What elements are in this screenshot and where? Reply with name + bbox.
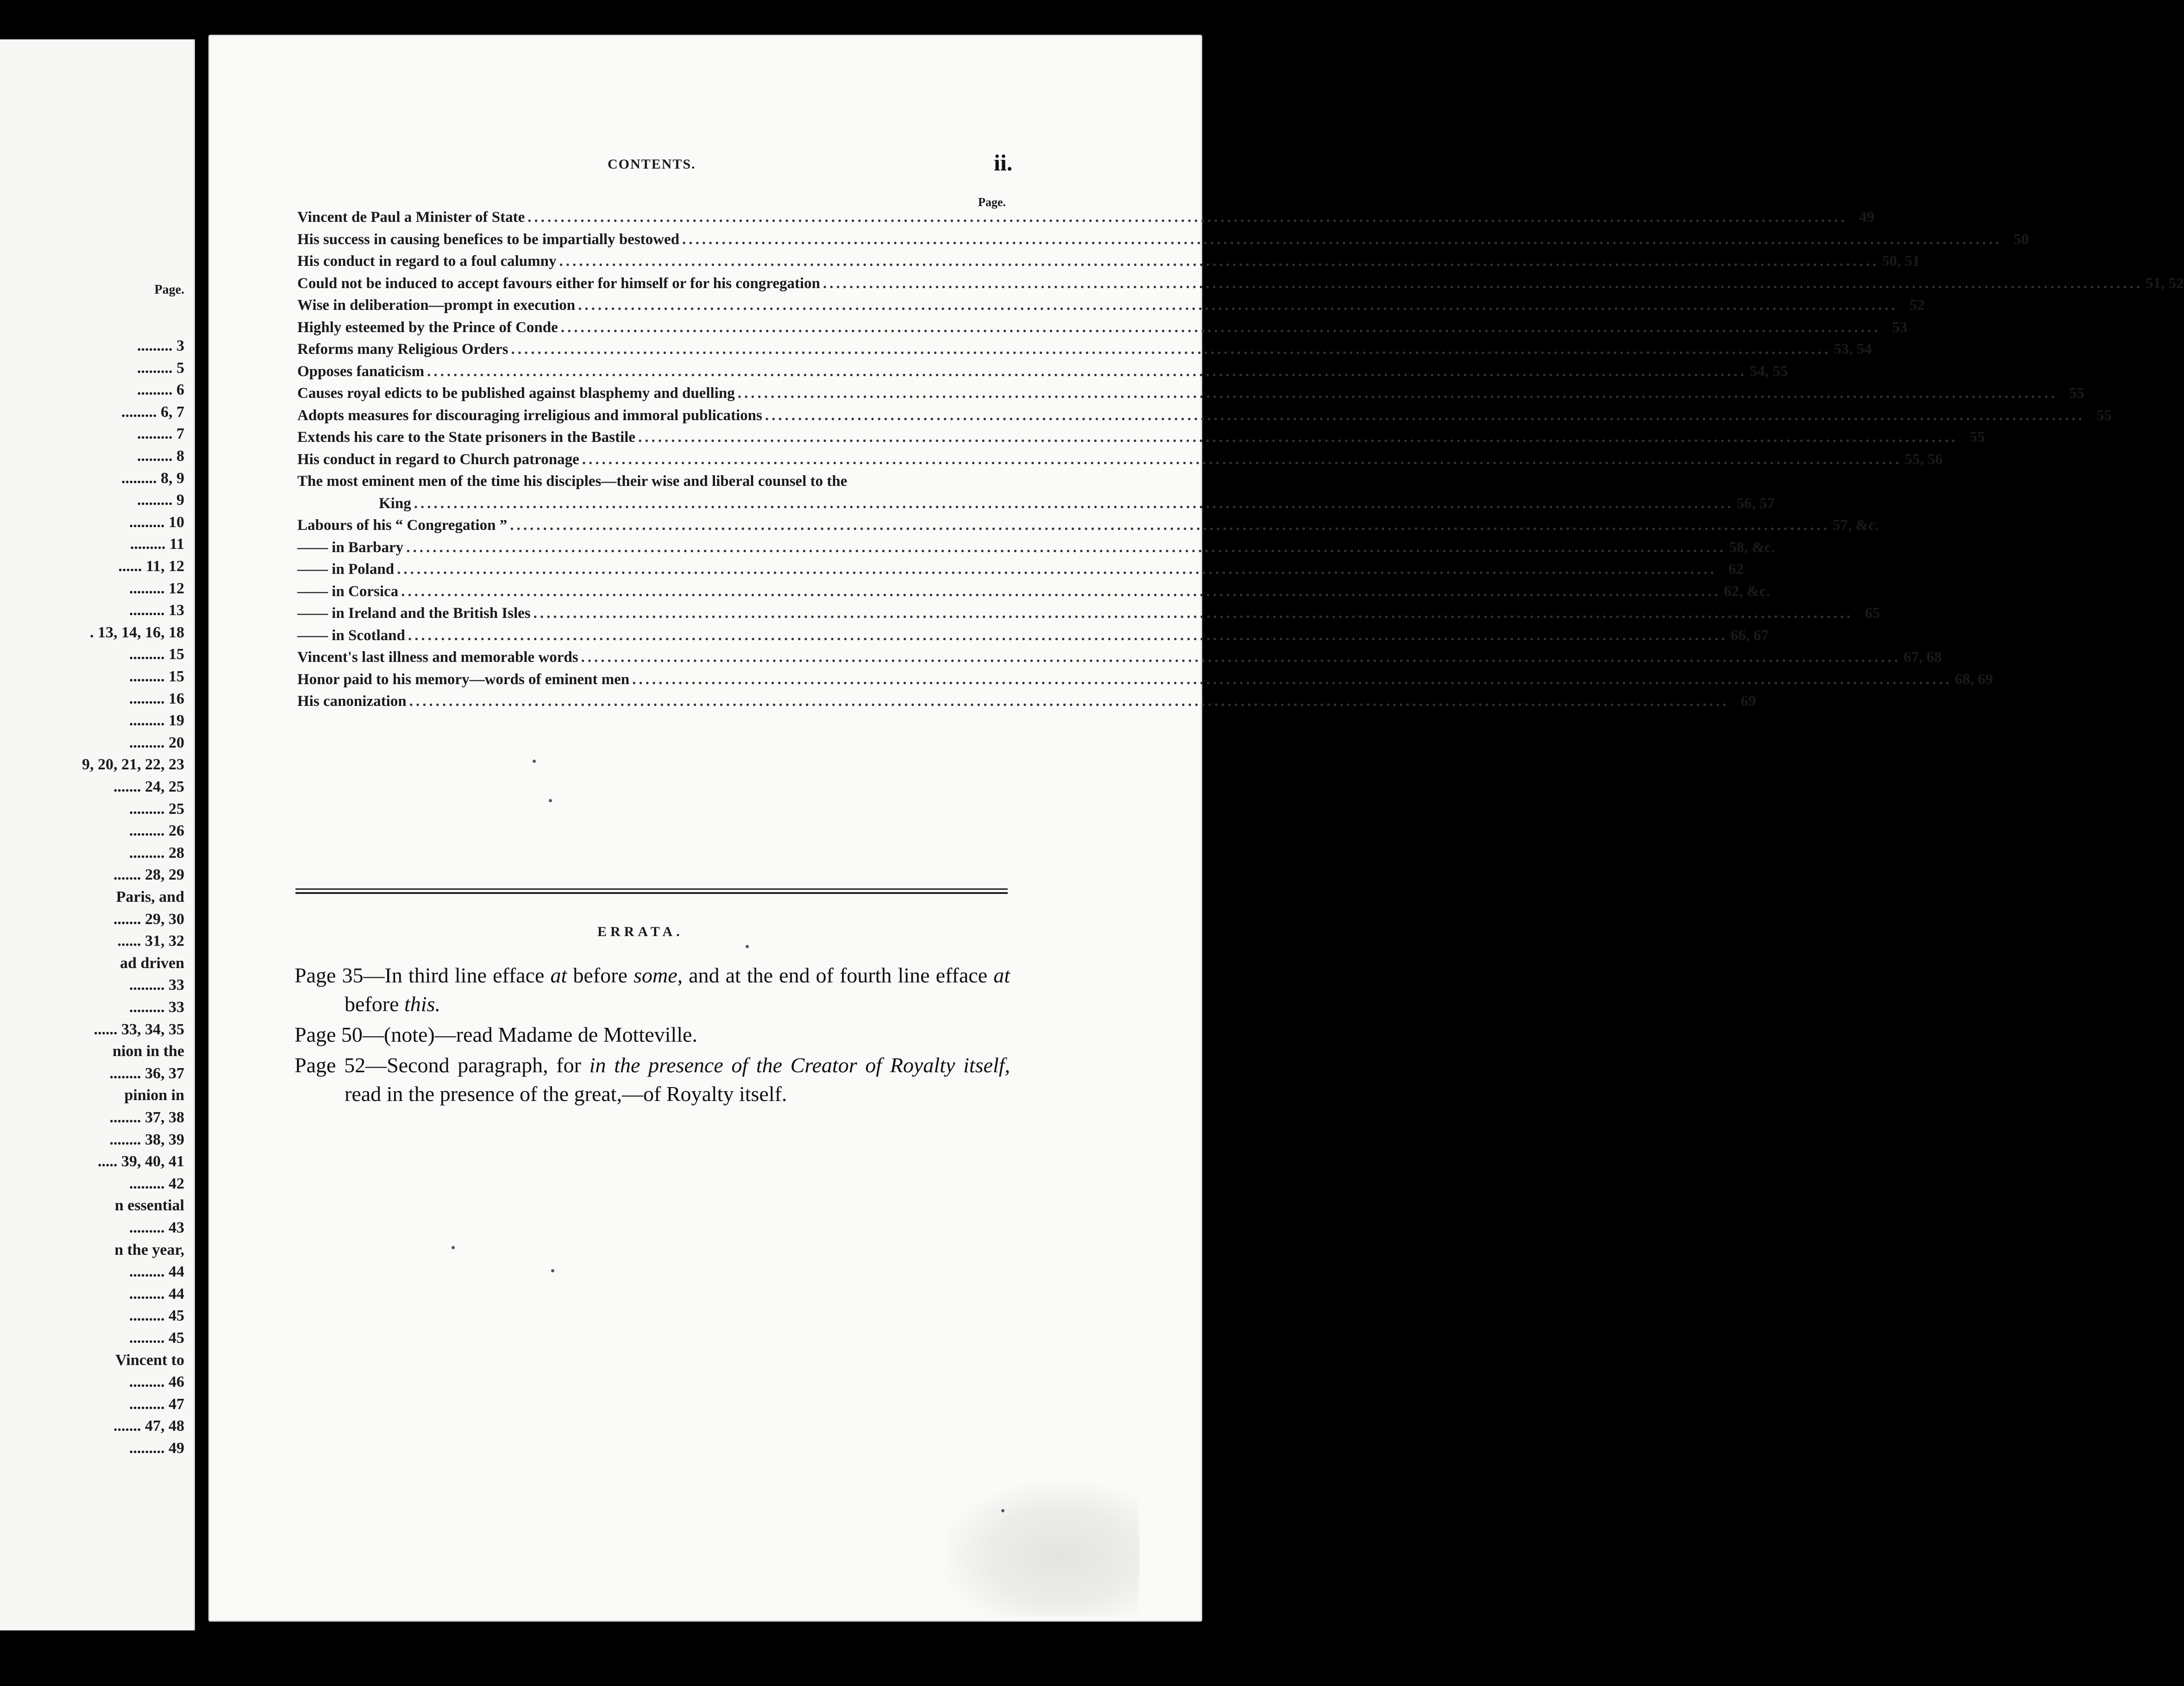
- paper-stain: [945, 1482, 1139, 1617]
- left-page-entry: ..... 39, 40, 41: [98, 1153, 184, 1170]
- left-page-entry: ....... 28, 29: [113, 866, 184, 884]
- toc-entry-page: 52: [1909, 297, 1925, 314]
- double-rule: [295, 888, 1008, 890]
- toc-leader-dots: ........................................................................................................................................................................................................: [638, 429, 1958, 446]
- left-page-entry: ........ 36, 37: [109, 1064, 184, 1082]
- toc-leader-dots: ........................................................................................................................................................................................................: [560, 319, 1881, 336]
- left-page-entry: ......... 45: [129, 1329, 184, 1346]
- toc-entry: [297, 581, 1770, 603]
- left-page-entry: ......... 7: [137, 425, 184, 443]
- erratum-page-50: [295, 1020, 1010, 1049]
- toc-entry-page: 50: [2013, 231, 2029, 248]
- left-page-entry: ......... 3: [137, 337, 184, 354]
- toc-entry-title: His canonization: [297, 693, 407, 710]
- toc-leader-dots: ........................................................................................................................................................................................................: [737, 385, 2058, 402]
- toc-leader-dots: ........................................................................................................................................................................................................: [408, 627, 1728, 644]
- left-page-entry: ......... 11: [130, 535, 184, 553]
- toc-entry-page: 68, 69: [1955, 671, 1993, 688]
- left-page-entry: Paris, and: [116, 888, 184, 906]
- toc-entry-title: Highly esteemed by the Prince of Conde: [297, 319, 558, 336]
- paper-speck: [1001, 1509, 1004, 1512]
- left-page-entry: ....... 24, 25: [113, 778, 184, 795]
- toc-entry: [297, 295, 1925, 317]
- left-page-entry: Vincent to: [115, 1351, 184, 1369]
- toc-entry: [297, 449, 1943, 471]
- toc-entry: [297, 317, 1908, 339]
- left-page-entry: ......... 12: [129, 579, 184, 597]
- toc-entry: [297, 427, 1985, 449]
- toc-entry-title: —— in Ireland and the British Isles: [297, 605, 531, 622]
- left-page-entry: ......... 16: [129, 690, 184, 707]
- erratum-text: Page 52—Second paragraph, for: [295, 1053, 590, 1077]
- toc-entry-title: Extends his care to the State prisoners in the Bastile: [297, 429, 635, 446]
- erratum-italic: at: [550, 963, 567, 987]
- left-page-entry: ......... 44: [129, 1285, 184, 1302]
- toc-entry: [297, 251, 1920, 273]
- erratum-text: before: [567, 963, 634, 987]
- toc-leader-dots: ........................................................................................................................................................................................................: [559, 253, 1879, 270]
- toc-entry: [297, 471, 1010, 493]
- left-page-entry: ......... 26: [129, 822, 184, 840]
- toc-entry-title: Opposes fanaticism: [297, 363, 425, 380]
- toc-entry-title: His success in causing benefices to be impartially bestowed: [297, 231, 679, 248]
- toc-entry-page: 55, 56: [1904, 451, 1943, 468]
- left-page-entry: ......... 44: [129, 1263, 184, 1281]
- toc-entry-title: Reforms many Religious Orders: [297, 341, 508, 358]
- erratum-page-35: [295, 961, 1010, 1019]
- left-page-entry: ......... 49: [129, 1440, 184, 1457]
- toc-leader-dots: ........................................................................................................................................................................................................: [409, 693, 1729, 710]
- toc-leader-dots: ........................................................................................................................................................................................................: [578, 297, 1898, 314]
- toc-entry-page: 69: [1740, 693, 1756, 710]
- erratum-page-52: [295, 1051, 1010, 1108]
- toc-entry-page: 65: [1864, 605, 1880, 622]
- erratum-text: and at the end of fourth line efface: [683, 963, 994, 987]
- left-page-entry: ......... 5: [137, 359, 184, 377]
- toc-leader-dots: ........................................................................................................................................................................................................: [765, 407, 2085, 424]
- contents-heading: CONTENTS.: [608, 157, 696, 172]
- left-page-entry: ........ 37, 38: [109, 1109, 184, 1126]
- toc-entry: [297, 669, 1993, 691]
- toc-entry-page: 49: [1859, 209, 1875, 226]
- toc-entry-page: 50, 51: [1882, 253, 1920, 270]
- errata-list: [295, 961, 1010, 1110]
- toc-entry-title: His conduct in regard to a foul calumny: [297, 253, 557, 270]
- toc-entry: [297, 515, 1879, 537]
- left-page-entry: pinion in: [124, 1087, 184, 1104]
- toc-entry-title: King: [379, 495, 411, 512]
- page-numeral: ii.: [994, 150, 1013, 176]
- contents-list: [297, 207, 2184, 713]
- errata-heading: ERRATA.: [597, 924, 684, 939]
- left-page: [0, 39, 195, 1630]
- left-page-entry: ......... 6: [137, 381, 184, 399]
- toc-entry-page: 58, &c.: [1729, 539, 1776, 556]
- toc-leader-dots: ........................................................................................................................................................................................................: [510, 517, 1830, 534]
- left-page-entry: ...... 31, 32: [117, 932, 184, 950]
- toc-entry-page: 62: [1728, 561, 1744, 578]
- left-page-entry: ad driven: [120, 954, 184, 972]
- toc-entry: [297, 537, 1776, 559]
- toc-entry-page: 66, 67: [1730, 627, 1769, 644]
- left-page-entry: n essential: [114, 1197, 184, 1214]
- left-page-entry: n the year,: [114, 1241, 184, 1258]
- toc-leader-dots: ........................................................................................................................................................................................................: [511, 341, 1831, 358]
- toc-entry-page: 67, 68: [1903, 649, 1942, 666]
- left-page-entry: ........ 38, 39: [109, 1131, 184, 1148]
- erratum-text: before: [345, 992, 404, 1016]
- toc-entry-page: 57, &c.: [1833, 517, 1879, 534]
- toc-entry-page: 55: [2096, 407, 2112, 424]
- left-page-entry: ......... 20: [129, 734, 184, 751]
- toc-entry: [297, 493, 1775, 515]
- toc-entry: [297, 405, 2112, 427]
- left-page-entry: ......... 15: [129, 668, 184, 685]
- toc-entry: [297, 207, 1875, 229]
- left-page-entry: ......... 46: [129, 1373, 184, 1391]
- toc-leader-dots: ........................................................................................................................................................................................................: [401, 583, 1721, 600]
- toc-entry-page: 53: [1892, 319, 1908, 336]
- toc-entry-title: The most eminent men of the time his disciples—their wise and liberal counsel to the: [297, 473, 847, 490]
- left-page-entry: ......... 33: [129, 999, 184, 1016]
- left-page-entry: ......... 9: [137, 491, 184, 509]
- paper-speck: [452, 1246, 455, 1249]
- toc-entry-page: 51, 52: [2146, 275, 2184, 292]
- left-page-entry: 9, 20, 21, 22, 23: [82, 756, 184, 774]
- toc-entry: [297, 559, 1744, 581]
- toc-entry-title: Vincent de Paul a Minister of State: [297, 209, 525, 226]
- toc-leader-dots: ........................................................................................................................................................................................................: [397, 561, 1717, 578]
- left-page-entry: ....... 29, 30: [113, 910, 184, 928]
- left-page-entry: ......... 19: [129, 712, 184, 730]
- erratum-italic: some,: [633, 963, 683, 987]
- left-page-entry: ......... 42: [129, 1175, 184, 1192]
- left-page-entry: . 13, 14, 16, 18: [90, 623, 184, 641]
- toc-entry: [297, 273, 2184, 295]
- toc-entry: [297, 625, 1769, 647]
- erratum-text: Page 35—In third line efface: [295, 963, 551, 987]
- toc-entry: [297, 691, 1756, 713]
- toc-entry-title: —— in Corsica: [297, 583, 399, 600]
- toc-entry: [297, 383, 2084, 405]
- toc-entry-title: Wise in deliberation—prompt in execution: [297, 297, 576, 314]
- left-page-entry: ......... 33: [129, 976, 184, 994]
- toc-entry-title: His conduct in regard to Church patronage: [297, 451, 579, 468]
- toc-entry: [297, 339, 1872, 361]
- left-page-entry: ......... 6, 7: [121, 403, 184, 421]
- toc-entry: [297, 361, 1788, 383]
- paper-speck: [533, 760, 536, 763]
- left-page-entry: ......... 13: [129, 602, 184, 619]
- paper-speck: [746, 945, 749, 948]
- toc-entry-title: Could not be induced to accept favours either for himself or for his congregation: [297, 275, 820, 292]
- toc-entry-title: —— in Barbary: [297, 539, 404, 556]
- toc-entry-title: —— in Scotland: [297, 627, 405, 644]
- erratum-text: read in the presence of the great,—of Royalty itself.: [345, 1082, 787, 1106]
- toc-entry-title: Vincent's last illness and memorable words: [297, 649, 578, 666]
- left-page-entry: ......... 8: [137, 447, 184, 465]
- toc-leader-dots: ........................................................................................................................................................................................................: [427, 363, 1747, 380]
- page-column-label: Page.: [978, 195, 1006, 209]
- left-page-entry: ...... 33, 34, 35: [94, 1020, 184, 1038]
- left-page-entry: ......... 28: [129, 844, 184, 862]
- toc-entry-page: 53, 54: [1833, 341, 1872, 358]
- left-page-entry: ......... 15: [129, 646, 184, 663]
- left-page-entry: ......... 10: [129, 513, 184, 531]
- left-page-entry: ......... 45: [129, 1307, 184, 1325]
- toc-entry: [297, 647, 1942, 669]
- toc-entry: [297, 229, 2029, 251]
- toc-entry-title: Causes royal edicts to be published against blasphemy and duelling: [297, 385, 735, 402]
- paper-speck: [551, 1269, 554, 1272]
- toc-entry-page: 54, 55: [1750, 363, 1788, 380]
- double-rule-lower: [295, 892, 1008, 894]
- toc-entry-page: 55: [1969, 429, 1985, 446]
- toc-leader-dots: ........................................................................................................................................................................................................: [406, 539, 1726, 556]
- left-page-header: Page.: [154, 283, 184, 297]
- toc-leader-dots: ........................................................................................................................................................................................................: [582, 451, 1902, 468]
- toc-leader-dots: ........................................................................................................................................................................................................: [414, 495, 1734, 512]
- left-page-entry: ......... 47: [129, 1395, 184, 1413]
- toc-leader-dots: ........................................................................................................................................................................................................: [533, 605, 1853, 622]
- left-page-entry: ......... 25: [129, 800, 184, 818]
- left-page-entry: ......... 8, 9: [121, 469, 184, 487]
- erratum-italic: in the presence of the Creator of Royalty itself,: [589, 1053, 1010, 1077]
- left-page-entry: ....... 47, 48: [113, 1417, 184, 1435]
- toc-entry-page: 62, &c.: [1724, 583, 1770, 600]
- erratum-italic: at: [993, 963, 1010, 987]
- toc-entry: [297, 603, 1880, 625]
- toc-leader-dots: ........................................................................................................................................................................................................: [823, 275, 2143, 292]
- toc-leader-dots: ........................................................................................................................................................................................................: [581, 649, 1901, 666]
- left-page-entry: nion in the: [113, 1043, 184, 1060]
- toc-entry-title: Honor paid to his memory—words of eminent men: [297, 671, 630, 688]
- erratum-italic: this.: [404, 992, 440, 1016]
- toc-entry-title: —— in Poland: [297, 561, 395, 578]
- toc-entry-page: 56, 57: [1736, 495, 1775, 512]
- toc-entry-title: Labours of his “ Congregation ”: [297, 517, 508, 534]
- toc-leader-dots: ........................................................................................................................................................................................................: [682, 231, 2002, 248]
- erratum-text: Page 50—(note)—read Madame de Motteville.: [295, 1023, 697, 1046]
- toc-leader-dots: ........................................................................................................................................................................................................: [527, 209, 1848, 226]
- left-page-entry: ...... 11, 12: [118, 558, 184, 575]
- left-page-entry: ......... 43: [129, 1219, 184, 1236]
- toc-entry-title: Adopts measures for discouraging irreligious and immoral publications: [297, 407, 762, 424]
- toc-entry-page: 55: [2069, 385, 2084, 402]
- paper-speck: [549, 799, 552, 802]
- toc-leader-dots: ........................................................................................................................................................................................................: [632, 671, 1952, 688]
